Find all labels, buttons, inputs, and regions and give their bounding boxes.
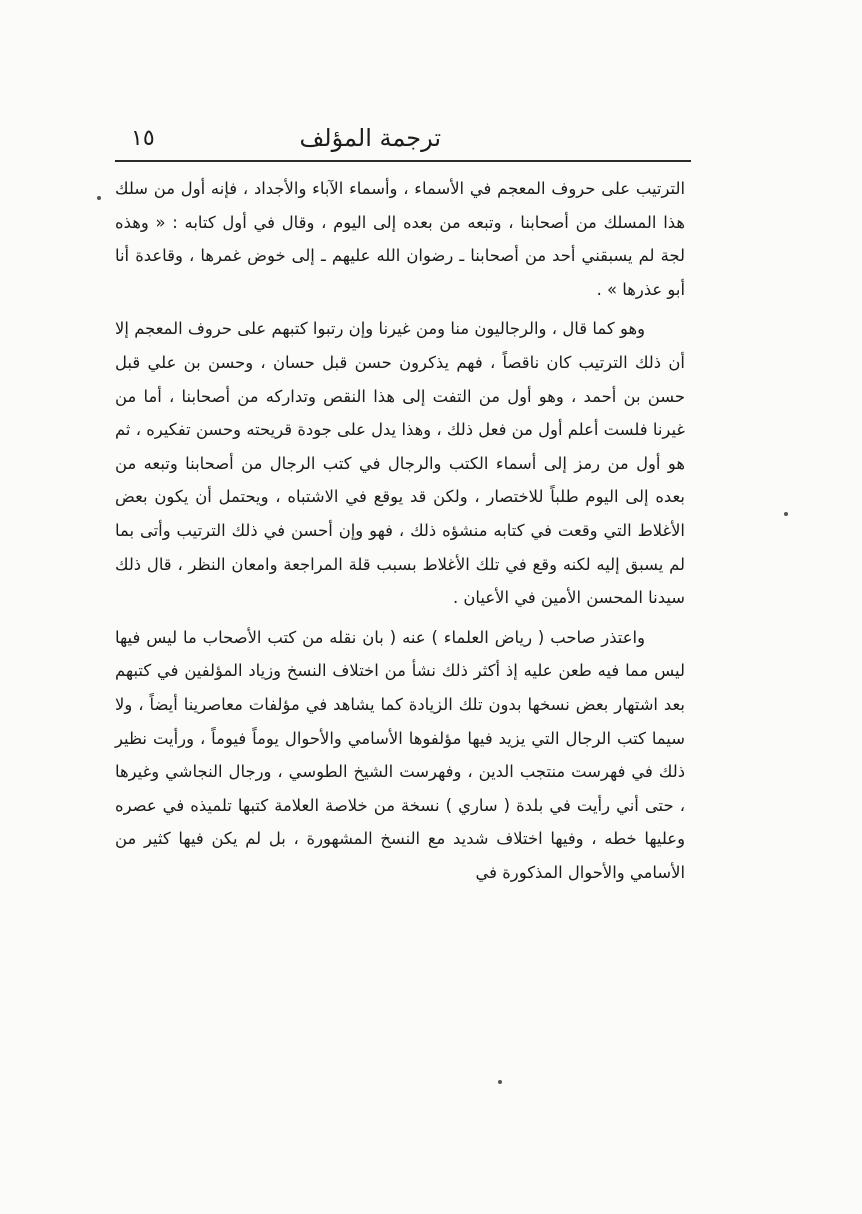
paragraph-3: واعتذر صاحب ( رياض العلماء ) عنه ( بان نقله من كتب الأصحاب ما ليس فيها ليس مما فيه طعن عليه إذ أكثر ذلك نشأ من اختلاف النسخ وزياد المؤلفين في كتبهم بعد اشتهار بعض نسخها بدون تلك الزيادة كما يشاهد في مؤلفات معاصرينا أيضاً ، ولا سيما كتب الرجال التي يزيد فيها مؤلفوها الأسامي والأحوال يوماً فيوماً ، ورأيت نظير ذلك في فهرست منتجب الدين ، وفهرست الشيخ الطوسي ، ورجال النجاشي وغيرها ، حتى أني رأيت في بلدة ( ساري ) نسخة من خلاصة العلامة كتبها تلميذه في عصره وعليها خطه ، وفيها اختلاف شديد مع النسخ المشهورة ، بل لم يكن فيها كثير من الأسامي والأحوال المذكورة في	[115, 627, 685, 882]
margin-dot	[498, 1080, 502, 1084]
margin-dot	[784, 512, 788, 516]
body-text	[115, 172, 685, 889]
page-header	[115, 118, 691, 158]
page-number: ١٥	[131, 126, 155, 151]
margin-dot	[97, 196, 101, 200]
paragraph-1: الترتيب على حروف المعجم في الأسماء ، وأسماء الآباء والأجداد ، فإنه أول من سلك هذا المسلك من أصحابنا ، وتبعه من بعده إلى اليوم ، وقال في أول كتابه : « وهذه لجة لم يسبقني أحد من أصحابنا ـ رضوان الله عليهم ـ إلى خوض غمرها ، وقاعدة أنا أبو عذرها » .	[115, 179, 685, 299]
running-title: ترجمة المؤلف	[299, 124, 441, 152]
paragraph-2: وهو كما قال ، والرجاليون منا ومن غيرنا وإن رتبوا كتبهم على حروف المعجم إلا أن ذلك الترتيب كان ناقصاً ، فهم يذكرون حسن قبل حسان ، وحسن بن علي قبل حسن بن أحمد ، وهو أول من التفت إلى هذا النقص وتداركه من أصحابنا ، أما من غيرنا فلست أعلم أول من فعل ذلك ، وهذا يدل على جودة قريحته وحسن تفكيره ، ثم هو أول من رمز إلى أسماء الكتب والرجال في كتب الرجال من أصحابنا وتبعه من بعده إلى اليوم طلباً للاختصار ، ولكن قد يوقع في الاشتباه ، ويحتمل أن يكون بعض الأغلاط التي وقعت في كتابه منشؤه ذلك ، فهو وإن أحسن في ذلك الترتيب وأتى بما لم يسبق إليه لكنه وقع في تلك الأغلاط بسبب قلة المراجعة وامعان النظر ، قال ذلك سيدنا المحسن الأمين في الأعيان .	[115, 319, 685, 608]
header-rule	[115, 160, 691, 162]
